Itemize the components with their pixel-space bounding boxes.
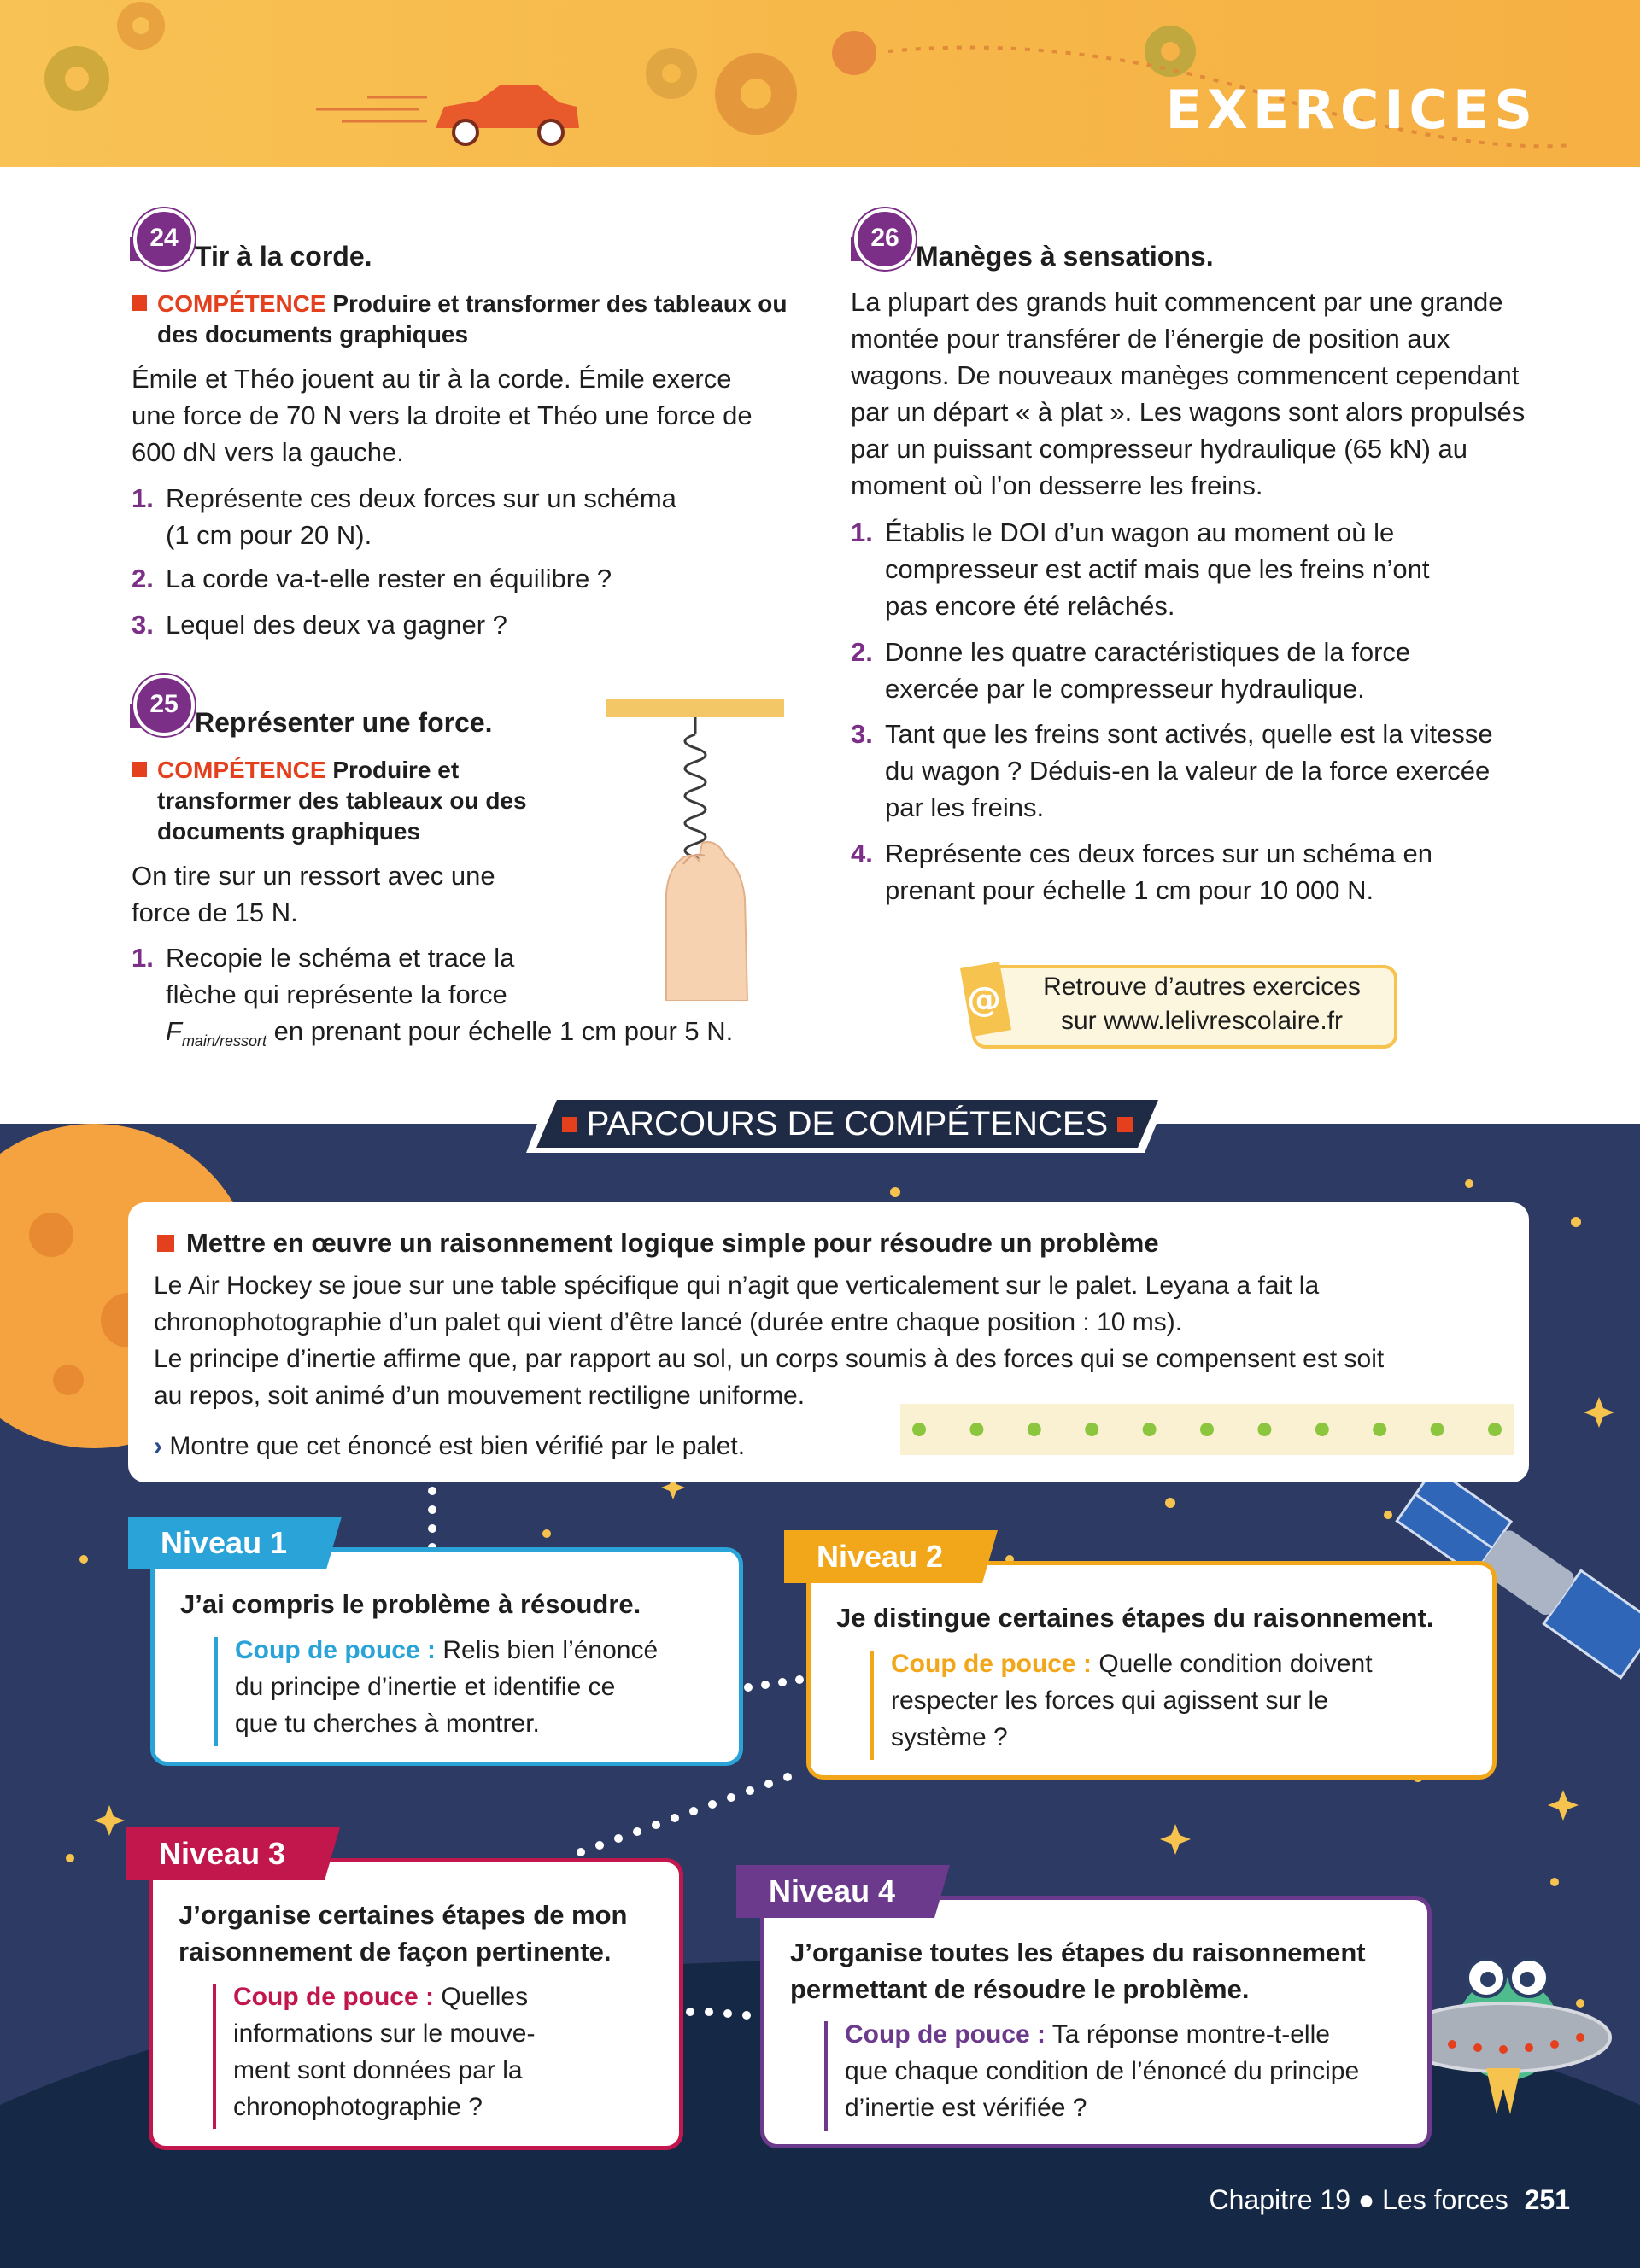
puck-position — [1315, 1423, 1329, 1436]
chevron-right-icon: › — [154, 1432, 162, 1460]
at-icon — [955, 956, 1016, 1038]
spring-hand-illustration — [598, 693, 794, 1001]
exercise-number: 25 — [133, 675, 195, 736]
exercise-25-competence: COMPÉTENCE Produire et transformer des tableaux ou des documents graphiques — [132, 755, 576, 847]
puck-position — [1488, 1423, 1502, 1436]
exercise-24-question-2: 2. La corde va-t-elle rester en équilibre ? — [132, 564, 612, 593]
puck-position — [969, 1423, 983, 1436]
puck-position — [912, 1423, 926, 1436]
exercise-24-text: Émile et Théo jouent au tir à la corde. Émile exerce une force de 70 N vers la droite et Théo une force de 600 dN vers la gauche. — [132, 364, 753, 467]
website-link[interactable]: sur www.lelivrescolaire.fr — [1060, 1007, 1344, 1035]
puck-positions — [900, 1404, 1514, 1455]
exercise-26-text: La plupart des grands huit commencent par une grande montée pour transférer de l’énergie de position aux wagons. De nouveaux manèges commencent cependant par un départ « à plat ». Les wagons sont alors propulsés par un puissant compresseur hydraulique (65 kN) au moment où l’on desserre les freins. — [851, 287, 1526, 500]
force-symbol: F — [166, 1016, 182, 1046]
level-3-tip: Coup de pouce : Quelles informations sur le mouve- ment sont données par la chronophotographie ? — [233, 1983, 536, 2121]
parcours-main-card — [128, 1202, 1529, 1482]
page-number: 251 — [1524, 2184, 1570, 2215]
exercise-24-title: Tir à la corde. — [195, 241, 372, 272]
exercise-25-question-1: 1. Recopie le schéma et trace la flèche qui représente la force $F_{main/ressort}$ en prenant pour échelle 1 cm pour 5 N. — [132, 943, 734, 1050]
exercise-25-title: Représenter une force. — [195, 707, 493, 738]
level-4-tab: Niveau 4 — [769, 1873, 896, 1909]
bullet-square-icon — [157, 1235, 174, 1252]
header-banner — [0, 0, 1640, 167]
exercise-25-text: On tire sur un ressort avec une force de 15 N. — [132, 861, 495, 927]
exercise-number: 24 — [133, 208, 195, 270]
section-title: EXERCICES — [1165, 79, 1538, 141]
section-label: Les forces — [1382, 2184, 1508, 2215]
exercise-24-question-3: 3. Lequel des deux va gagner ? — [132, 610, 507, 640]
level-4-tip: Coup de pouce : Ta réponse montre-t-elle que chaque condition de l’énoncé du principe d’inertie est vérifiée ? — [845, 2020, 1360, 2122]
level-4-card: J’organise toutes les étapes du raisonnement permettant de résoudre le problème. Coup de pouce : Ta réponse montre-t-elle que chaque condition de l’énoncé du principe d’inertie est vérifiée ? — [760, 1896, 1432, 2148]
puck-position — [1373, 1423, 1386, 1436]
exercise-number: 26 — [854, 208, 916, 270]
level-2-tip: Coup de pouce : Quelle condition doivent respecter les forces qui agissent sur le système ? — [891, 1650, 1373, 1751]
ceiling-support — [606, 699, 784, 717]
website-link-box[interactable]: Retrouve d’autres exercices sur www.lelivrescolaire.fr — [972, 965, 1397, 1049]
page-footer — [1210, 2184, 1570, 2216]
parcours-task: › Montre que cet énoncé est bien vérifié par le palet. — [154, 1432, 746, 1460]
puck-position — [1143, 1423, 1157, 1436]
exercise-26-question-3: 3. Tant que les freins sont activés, quelle est la vitesse du wagon ? Déduis-en la valeur de la force exercée par les freins. — [851, 719, 1493, 822]
level-2-tab: Niveau 2 — [817, 1539, 944, 1574]
hand-icon — [666, 842, 747, 1001]
chronophotography-strip — [900, 1404, 1514, 1455]
level-1-tip: Coup de pouce : Relis bien l’énoncé du principe d’inertie et identifie ce que tu cherches à montrer. — [235, 1636, 659, 1738]
exercise-26-question-4: 4. Représente ces deux forces sur un schéma en prenant pour échelle 1 cm pour 10 000 N. — [851, 839, 1433, 905]
level-2-card: Je distingue certaines étapes du raisonnement. Coup de pouce : Quelle condition doivent respecter les forces qui agissent sur le système ? — [806, 1561, 1496, 1780]
exercise-26-title: Manèges à sensations. — [916, 241, 1214, 272]
bullet-dot-icon: ● — [1357, 2184, 1375, 2215]
parcours-heading: Mettre en œuvre un raisonnement logique simple pour résoudre un problème — [157, 1228, 1159, 1259]
parcours-text: Le Air Hockey se joue sur une table spécifique qui n’agit que verticalement sur le palet. Leyana a fait la chronophotographie d’un palet qui vient d’être lancé (durée entre chaque position : 10 ms). Le principe d’inertie affirme que, par rapport au sol, un corps soumis à des forces qui se compensent est soit au repos, soit animé d’un mouvement rectiligne uniforme. — [154, 1271, 1385, 1410]
exercise-24-competence: COMPÉTENCE Produire et transformer des tableaux ou des documents graphiques — [132, 289, 815, 350]
parcours-banner-title: PARCOURS DE COMPÉTENCES — [586, 1105, 1109, 1143]
level-1-tab: Niveau 1 — [161, 1525, 288, 1560]
car-icon — [436, 85, 579, 144]
exercise-26-question-2: 2. Donne les quatre caractéristiques de la force exercée par le compresseur hydraulique. — [851, 637, 1411, 704]
exercise-26-question-1: 1. Établis le DOI d’un wagon au moment où le compresseur est actif mais que les freins n’ont pas encore été relâchés. — [851, 517, 1430, 621]
exercise-24-question-1: 1. Représente ces deux forces sur un schéma (1 cm pour 20 N). — [132, 483, 676, 550]
level-3-card: J’organise certaines étapes de mon raisonnement de façon pertinente. Coup de pouce : Quelles informations sur le mouve- ment sont données par la chronophotographie ? — [149, 1858, 683, 2150]
chapter-label: Chapitre 19 — [1209, 2184, 1350, 2215]
svg-text:@: @ — [967, 980, 1001, 1020]
puck-position — [1431, 1423, 1444, 1436]
puck-position — [1200, 1423, 1214, 1436]
puck-position — [1085, 1423, 1098, 1436]
puck-position — [1028, 1423, 1041, 1436]
bullet-square-icon — [132, 762, 147, 777]
bullet-square-icon — [132, 295, 147, 311]
puck-position — [1257, 1423, 1271, 1436]
level-3-tab: Niveau 3 — [159, 1836, 286, 1871]
level-1-card: J’ai compris le problème à résoudre. Coup de pouce : Relis bien l’énoncé du principe d’inertie et identifie ce que tu cherches à montrer. — [150, 1547, 743, 1766]
